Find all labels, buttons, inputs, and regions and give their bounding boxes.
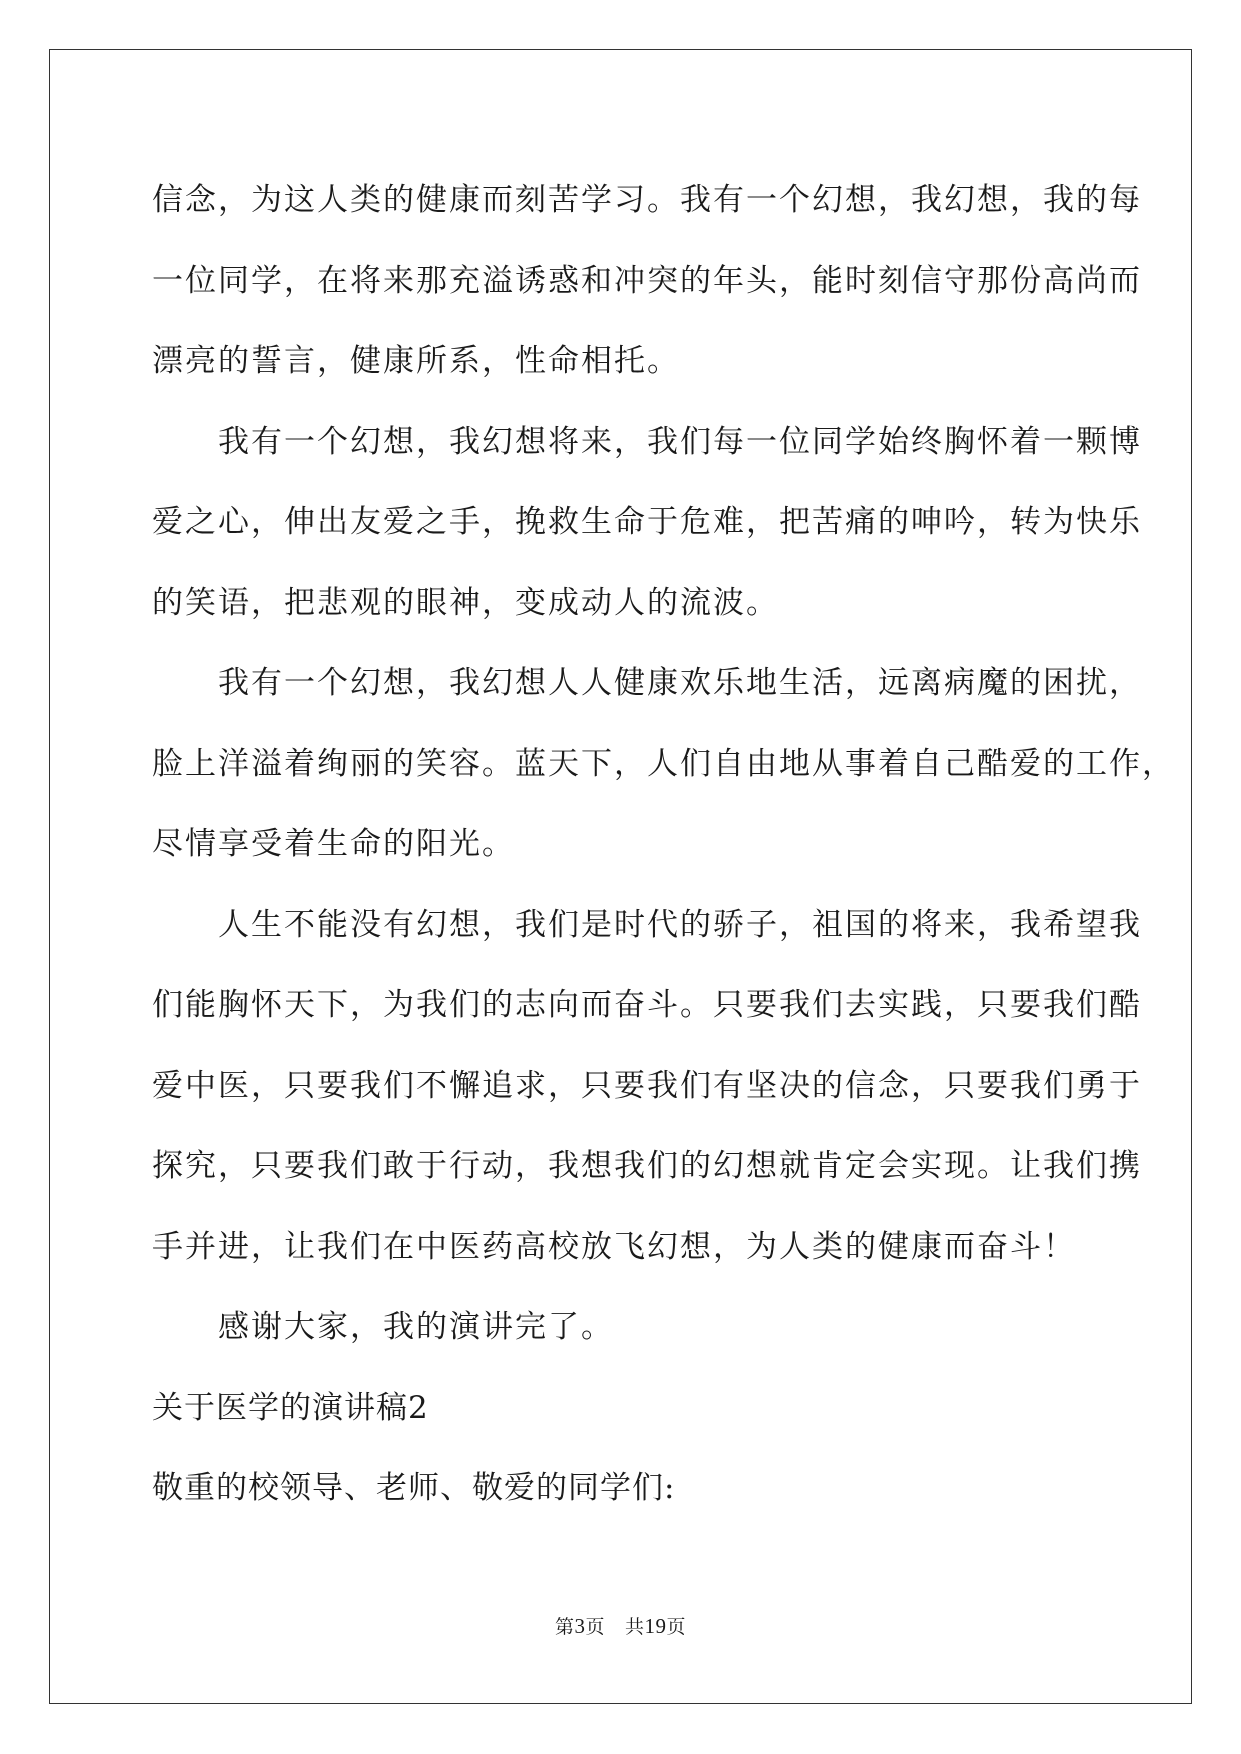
text-line: 手并进，让我们在中医药高校放飞幻想，为人类的健康而奋斗！ bbox=[152, 1228, 1076, 1265]
page-number: 3 bbox=[574, 1614, 586, 1638]
paragraph-4 bbox=[152, 885, 1142, 1288]
paragraph-1 bbox=[152, 160, 1142, 402]
page-footer bbox=[0, 1612, 1241, 1639]
text-line: 一位同学，在将来那充溢诱惑和冲突的年头，能时刻信守那份高尚而 bbox=[152, 262, 1142, 299]
text-line: 们能胸怀天下，为我们的志向而奋斗。只要我们去实践，只要我们酷 bbox=[152, 987, 1142, 1023]
total-prefix: 共 bbox=[625, 1616, 645, 1638]
text-line: 探究，只要我们敢于行动，我想我们的幻想就肯定会实现。让我们携 bbox=[152, 1148, 1142, 1184]
text-line: 爱中医，只要我们不懈追求，只要我们有坚决的信念，只要我们勇于 bbox=[152, 1067, 1142, 1104]
paragraph-2 bbox=[152, 402, 1142, 644]
text-line: 脸上洋溢着绚丽的笑容。蓝天下，人们自由地从事着自己酷爱的工作， bbox=[152, 745, 1175, 782]
text-line: 的笑语，把悲观的眼神，变成动人的流波。 bbox=[152, 584, 779, 621]
text-line: 我有一个幻想，我幻想人人健康欢乐地生活，远离病魔的困扰， bbox=[218, 665, 1142, 701]
text-line: 人生不能没有幻想，我们是时代的骄子，祖国的将来，我希望我 bbox=[218, 906, 1142, 943]
text-line: 爱之心，伸出友爱之手，挽救生命于危难，把苦痛的呻吟，转为快乐 bbox=[152, 504, 1142, 540]
total-suffix: 页 bbox=[666, 1616, 687, 1638]
paragraph-3 bbox=[152, 643, 1175, 885]
section-title: 关于医学的演讲稿2 bbox=[152, 1389, 429, 1426]
salutation: 敬重的校领导、老师、敬爱的同学们: bbox=[152, 1470, 676, 1506]
text-line: 我有一个幻想，我幻想将来，我们每一位同学始终胸怀着一颗博 bbox=[218, 423, 1142, 460]
paragraph-5 bbox=[152, 1287, 1102, 1368]
page-suffix: 页 bbox=[585, 1616, 605, 1638]
document-body bbox=[152, 160, 1175, 1529]
text-line: 尽情享受着生命的阳光。 bbox=[152, 826, 515, 862]
total-pages: 19 bbox=[644, 1614, 667, 1638]
page-prefix: 第 bbox=[554, 1616, 575, 1638]
text-line: 信念，为这人类的健康而刻苦学习。我有一个幻想，我幻想，我的每 bbox=[152, 182, 1142, 218]
text-line: 感谢大家，我的演讲完了。 bbox=[218, 1309, 614, 1345]
text-line: 漂亮的誓言，健康所系，性命相托。 bbox=[152, 343, 680, 379]
